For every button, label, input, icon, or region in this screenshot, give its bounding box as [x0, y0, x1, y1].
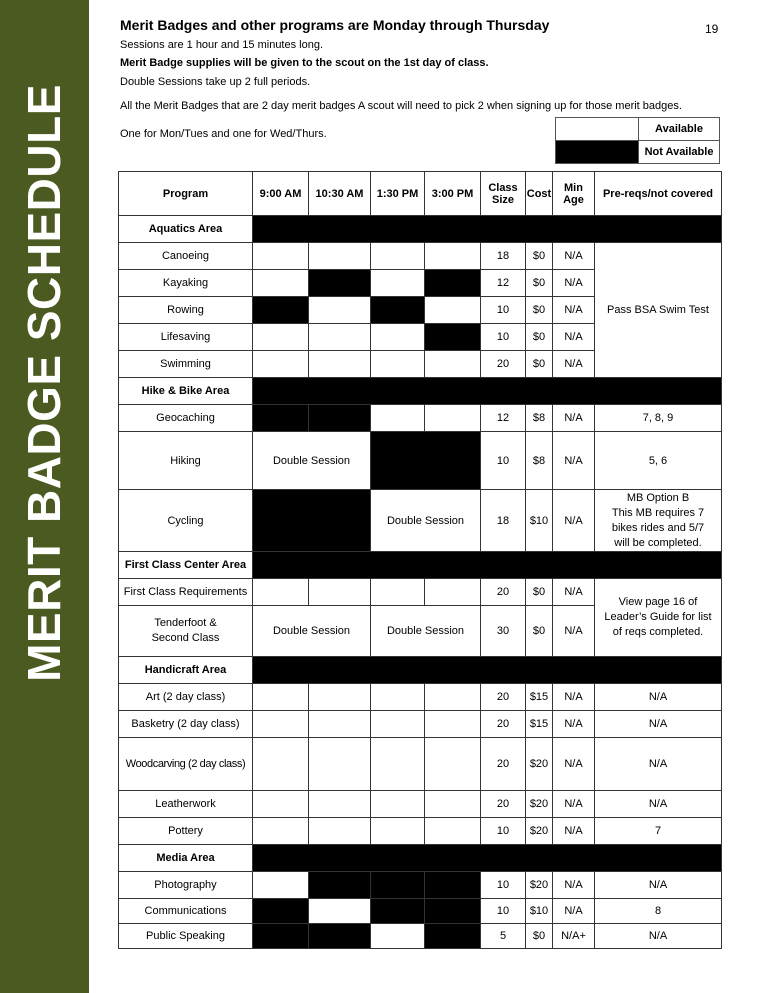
age-cell: N/A	[553, 738, 595, 791]
size-cell: 30	[481, 606, 526, 657]
area-row-handicraft	[119, 657, 722, 684]
area-label: First Class Center Area	[119, 552, 253, 579]
area-bar	[253, 552, 722, 579]
col-prereqs: Pre-reqs/not covered	[595, 172, 722, 216]
slot-available	[425, 738, 481, 791]
area-bar	[253, 378, 722, 405]
info-line-double: Double Sessions take up 2 full periods.	[120, 76, 311, 88]
slot-available	[371, 270, 425, 297]
legend-available-label: Available	[639, 118, 720, 141]
prereq-cell: N/A	[595, 924, 722, 949]
info-line-mon-wed: One for Mon/Tues and one for Wed/Thurs.	[120, 128, 327, 140]
size-cell: 12	[481, 405, 526, 432]
slot-available	[371, 711, 425, 738]
program-cell: Kayaking	[119, 270, 253, 297]
slot-unavailable	[309, 270, 371, 297]
table-row-woodcarving	[119, 738, 722, 791]
program-cell: Leatherwork	[119, 791, 253, 818]
slot-available	[253, 684, 309, 711]
area-bar	[253, 845, 722, 872]
area-label: Handicraft Area	[119, 657, 253, 684]
program-cell: Geocaching	[119, 405, 253, 432]
prereq-cell-swim-test: Pass BSA Swim Test	[595, 243, 722, 378]
prereq-cell: 8	[595, 899, 722, 924]
slot-available	[425, 711, 481, 738]
slot-available	[253, 791, 309, 818]
slot-available	[309, 351, 371, 378]
slot-available	[253, 579, 309, 606]
program-cell: First Class Requirements	[119, 579, 253, 606]
prereq-line: will be completed.	[614, 536, 702, 549]
table-row-photography	[119, 872, 722, 899]
slot-unavailable	[425, 872, 481, 899]
slot-available	[253, 270, 309, 297]
cost-cell: $0	[526, 243, 553, 270]
size-cell: 10	[481, 872, 526, 899]
slot-available	[425, 579, 481, 606]
col-min-age-line1: Min	[564, 181, 583, 194]
cost-cell: $0	[526, 297, 553, 324]
slot-available	[425, 791, 481, 818]
program-cell: Lifesaving	[119, 324, 253, 351]
slot-available	[309, 818, 371, 845]
prereq-cell: N/A	[595, 684, 722, 711]
cost-cell: $10	[526, 490, 553, 552]
cost-cell: $0	[526, 324, 553, 351]
cost-cell: $15	[526, 711, 553, 738]
col-1030am: 10:30 AM	[309, 172, 371, 216]
col-130pm: 1:30 PM	[371, 172, 425, 216]
double-session-cell: Double Session	[253, 606, 371, 657]
sidebar-band	[0, 0, 89, 993]
size-cell: 20	[481, 711, 526, 738]
legend	[555, 117, 720, 164]
slot-available	[253, 243, 309, 270]
age-cell: N/A	[553, 791, 595, 818]
size-cell: 10	[481, 324, 526, 351]
size-cell: 10	[481, 432, 526, 490]
size-cell: 18	[481, 243, 526, 270]
size-cell: 10	[481, 297, 526, 324]
prereq-cell: 7, 8, 9	[595, 405, 722, 432]
area-row-aquatics	[119, 216, 722, 243]
page-number: 19	[705, 22, 719, 36]
prereq-cell: N/A	[595, 872, 722, 899]
cost-cell: $20	[526, 791, 553, 818]
size-cell: 20	[481, 684, 526, 711]
size-cell: 20	[481, 351, 526, 378]
prereq-cell: 5, 6	[595, 432, 722, 490]
slot-available	[371, 684, 425, 711]
slot-available	[425, 684, 481, 711]
slot-available	[309, 297, 371, 324]
cost-cell: $0	[526, 270, 553, 297]
table-row-basketry	[119, 711, 722, 738]
program-cell: Communications	[119, 899, 253, 924]
slot-unavailable	[371, 899, 425, 924]
cost-cell: $0	[526, 924, 553, 949]
age-cell: N/A	[553, 243, 595, 270]
col-cost: Cost	[526, 172, 553, 216]
age-cell: N/A	[553, 324, 595, 351]
col-min-age	[553, 172, 595, 216]
program-cell: Basketry (2 day class)	[119, 711, 253, 738]
table-row-hiking	[119, 432, 722, 490]
slot-available	[371, 351, 425, 378]
slot-available	[253, 872, 309, 899]
area-label: Media Area	[119, 845, 253, 872]
col-min-age-line2: Age	[563, 193, 584, 206]
slot-available	[425, 405, 481, 432]
prereq-cell: N/A	[595, 711, 722, 738]
slot-available	[425, 297, 481, 324]
slot-unavailable	[253, 490, 371, 552]
slot-unavailable	[309, 405, 371, 432]
slot-unavailable	[309, 872, 371, 899]
area-label: Aquatics Area	[119, 216, 253, 243]
col-class-size-line1: Class	[488, 181, 518, 194]
size-cell: 20	[481, 579, 526, 606]
size-cell: 5	[481, 924, 526, 949]
table-row-pottery	[119, 818, 722, 845]
size-cell: 10	[481, 899, 526, 924]
age-cell: N/A	[553, 405, 595, 432]
prereq-cell: N/A	[595, 738, 722, 791]
legend-available-swatch	[556, 118, 639, 141]
program-cell: Swimming	[119, 351, 253, 378]
table-row-leatherwork	[119, 791, 722, 818]
program-cell: Hiking	[119, 432, 253, 490]
table-row-geocaching	[119, 405, 722, 432]
area-row-first-class	[119, 552, 722, 579]
program-cell: Art (2 day class)	[119, 684, 253, 711]
table-row-canoeing	[119, 243, 722, 270]
age-cell: N/A	[553, 872, 595, 899]
age-cell: N/A	[553, 818, 595, 845]
program-cell: Canoeing	[119, 243, 253, 270]
cost-cell: $15	[526, 684, 553, 711]
prereq-cell-cycling	[595, 490, 722, 552]
program-cell: Photography	[119, 872, 253, 899]
slot-unavailable	[425, 270, 481, 297]
slot-available	[253, 711, 309, 738]
cost-cell: $20	[526, 738, 553, 791]
cost-cell: $0	[526, 606, 553, 657]
slot-available	[309, 324, 371, 351]
slot-available	[309, 243, 371, 270]
cost-cell: $20	[526, 872, 553, 899]
cost-cell: $20	[526, 818, 553, 845]
age-cell: N/A	[553, 711, 595, 738]
prereq-cell: 7	[595, 818, 722, 845]
age-cell: N/A+	[553, 924, 595, 949]
table-row-communications	[119, 899, 722, 924]
cost-cell: $0	[526, 351, 553, 378]
slot-available	[253, 351, 309, 378]
col-9am: 9:00 AM	[253, 172, 309, 216]
prereq-cell-first-class	[595, 579, 722, 657]
table-row-public-speaking	[119, 924, 722, 949]
slot-unavailable	[371, 297, 425, 324]
sidebar-title: MERIT BADGE SCHEDULE	[18, 84, 70, 682]
program-cell	[119, 606, 253, 657]
double-session-cell: Double Session	[371, 606, 481, 657]
slot-available	[253, 324, 309, 351]
cost-cell: $0	[526, 579, 553, 606]
program-cell: Woodcarving (2 day class)	[119, 738, 253, 791]
info-line-supplies: Merit Badge supplies will be given to the scout on the 1st day of class.	[120, 57, 489, 69]
info-line-two-day: All the Merit Badges that are 2 day merit badges A scout will need to pick 2 when signing up for those merit badges.	[120, 100, 682, 112]
age-cell: N/A	[553, 351, 595, 378]
table-row-cycling	[119, 490, 722, 552]
size-cell: 12	[481, 270, 526, 297]
slot-unavailable	[371, 432, 481, 490]
slot-unavailable	[425, 899, 481, 924]
prereq-cell: N/A	[595, 791, 722, 818]
slot-available	[371, 243, 425, 270]
prereq-line: This MB requires 7	[611, 506, 705, 519]
slot-available	[309, 684, 371, 711]
slot-available	[371, 324, 425, 351]
program-cell: Pottery	[119, 818, 253, 845]
age-cell: N/A	[553, 684, 595, 711]
slot-available	[371, 791, 425, 818]
slot-unavailable	[253, 297, 309, 324]
age-cell: N/A	[553, 606, 595, 657]
slot-unavailable	[253, 405, 309, 432]
slot-available	[371, 818, 425, 845]
age-cell: N/A	[553, 297, 595, 324]
schedule-table	[118, 171, 722, 949]
area-label: Hike & Bike Area	[119, 378, 253, 405]
slot-available	[309, 711, 371, 738]
slot-available	[309, 738, 371, 791]
cost-cell: $10	[526, 899, 553, 924]
slot-unavailable	[425, 924, 481, 949]
size-cell: 18	[481, 490, 526, 552]
table-row-art	[119, 684, 722, 711]
prereq-line: MB Option B	[626, 491, 690, 504]
legend-not-available-swatch	[556, 141, 639, 164]
slot-unavailable	[371, 872, 425, 899]
prereq-line: View page 16 of	[618, 596, 698, 608]
area-bar	[253, 657, 722, 684]
col-class-size-line2: Size	[491, 193, 514, 206]
slot-available	[371, 579, 425, 606]
slot-unavailable	[309, 924, 371, 949]
area-bar	[253, 216, 722, 243]
slot-available	[371, 405, 425, 432]
area-row-hike-bike	[119, 378, 722, 405]
slot-available	[309, 579, 371, 606]
size-cell: 20	[481, 738, 526, 791]
double-session-cell: Double Session	[371, 490, 481, 552]
program-line: Tenderfoot &	[154, 617, 217, 629]
size-cell: 10	[481, 818, 526, 845]
size-cell: 20	[481, 791, 526, 818]
cost-cell: $8	[526, 432, 553, 490]
age-cell: N/A	[553, 270, 595, 297]
col-3pm: 3:00 PM	[425, 172, 481, 216]
slot-available	[371, 924, 425, 949]
slot-unavailable	[425, 324, 481, 351]
program-line: Second Class	[151, 632, 220, 644]
cost-cell: $8	[526, 405, 553, 432]
legend-not-available-label: Not Available	[639, 141, 720, 164]
slot-available	[309, 791, 371, 818]
age-cell: N/A	[553, 490, 595, 552]
double-session-cell: Double Session	[253, 432, 371, 490]
col-class-size	[481, 172, 526, 216]
slot-available	[425, 818, 481, 845]
slot-available	[371, 738, 425, 791]
age-cell: N/A	[553, 579, 595, 606]
slot-available	[253, 738, 309, 791]
slot-unavailable	[253, 924, 309, 949]
table-row-first-class	[119, 579, 722, 606]
age-cell: N/A	[553, 899, 595, 924]
prereq-line: bikes rides and 5/7	[611, 521, 705, 534]
slot-available	[253, 818, 309, 845]
program-cell: Cycling	[119, 490, 253, 552]
header-row	[119, 172, 722, 216]
prereq-line: of reqs completed.	[612, 626, 704, 638]
info-line-sessions: Sessions are 1 hour and 15 minutes long.	[120, 39, 324, 51]
area-row-media	[119, 845, 722, 872]
prereq-line: Leader’s Guide for list	[604, 611, 712, 623]
slot-available	[425, 351, 481, 378]
slot-available	[425, 243, 481, 270]
program-cell: Rowing	[119, 297, 253, 324]
page-title: Merit Badges and other programs are Monday through Thursday	[120, 17, 550, 33]
program-cell: Public Speaking	[119, 924, 253, 949]
slot-available	[309, 899, 371, 924]
slot-unavailable	[253, 899, 309, 924]
col-program: Program	[119, 172, 253, 216]
age-cell: N/A	[553, 432, 595, 490]
